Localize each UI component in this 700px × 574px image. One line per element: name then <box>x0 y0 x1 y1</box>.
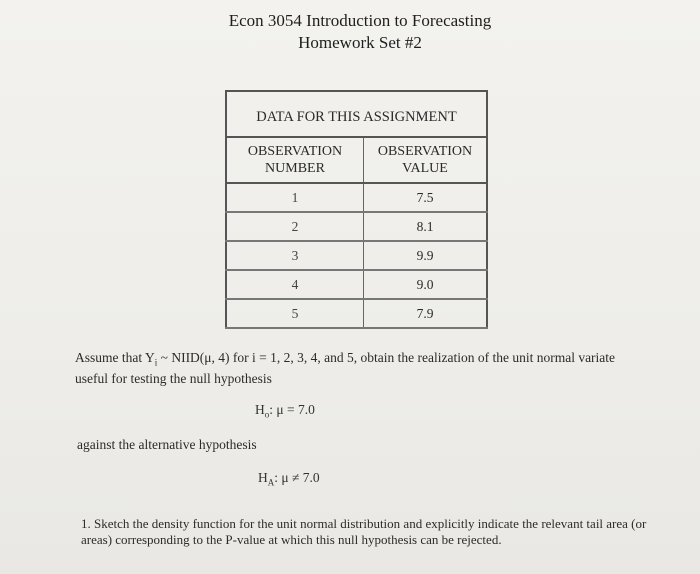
table-caption: DATA FOR THIS ASSIGNMENT <box>226 91 487 137</box>
alternative-hypothesis <box>258 470 320 488</box>
assignment-title: Homework Set #2 <box>298 33 422 52</box>
null-hypothesis-text: : μ = 7.0 <box>269 402 315 417</box>
assumption-paragraph <box>75 350 635 387</box>
observation-number: 5 <box>226 299 364 328</box>
observation-number: 3 <box>226 241 364 270</box>
assumption-subscript: i <box>154 357 158 368</box>
document-title <box>200 10 520 54</box>
course-title: Econ 3054 Introduction to Forecasting <box>228 11 492 30</box>
table-row <box>226 270 487 299</box>
null-hypothesis-label: H <box>255 402 265 417</box>
column-header-value: OBSERVATION VALUE <box>364 137 488 183</box>
question-1: 1. Sketch the density function for the unit normal distribution and explicitly indicate the relevant tail area (or areas) corresponding to the P-value at which this null hypothesis can be rejected. <box>81 516 647 547</box>
table-row <box>226 299 487 328</box>
assumption-text-start: Assume that Y <box>75 350 155 365</box>
assumption-text-rest: ~ NIID(μ, 4) for i = 1, 2, 3, 4, and 5, obtain the realization of the unit normal variate useful for testing the null hypothesis <box>75 350 616 386</box>
observation-value: 9.0 <box>364 270 488 299</box>
data-table <box>225 90 488 329</box>
observation-number: 1 <box>226 183 364 212</box>
observation-number: 4 <box>226 270 364 299</box>
observation-value: 9.9 <box>364 241 488 270</box>
observation-value: 7.9 <box>364 299 488 328</box>
alternative-hypothesis-text: : μ ≠ 7.0 <box>274 470 320 485</box>
observation-value: 8.1 <box>364 212 488 241</box>
table-row <box>226 212 487 241</box>
observation-value: 7.5 <box>364 183 488 212</box>
observation-number: 2 <box>226 212 364 241</box>
alternative-hypothesis-subscript: A <box>267 477 275 488</box>
null-hypothesis <box>255 402 315 420</box>
against-text: against the alternative hypothesis <box>77 437 257 452</box>
table-row <box>226 241 487 270</box>
column-header-number: OBSERVATION NUMBER <box>226 137 364 183</box>
null-hypothesis-subscript: o <box>264 409 270 420</box>
table-row <box>226 183 487 212</box>
alternative-hypothesis-label: H <box>258 470 268 485</box>
